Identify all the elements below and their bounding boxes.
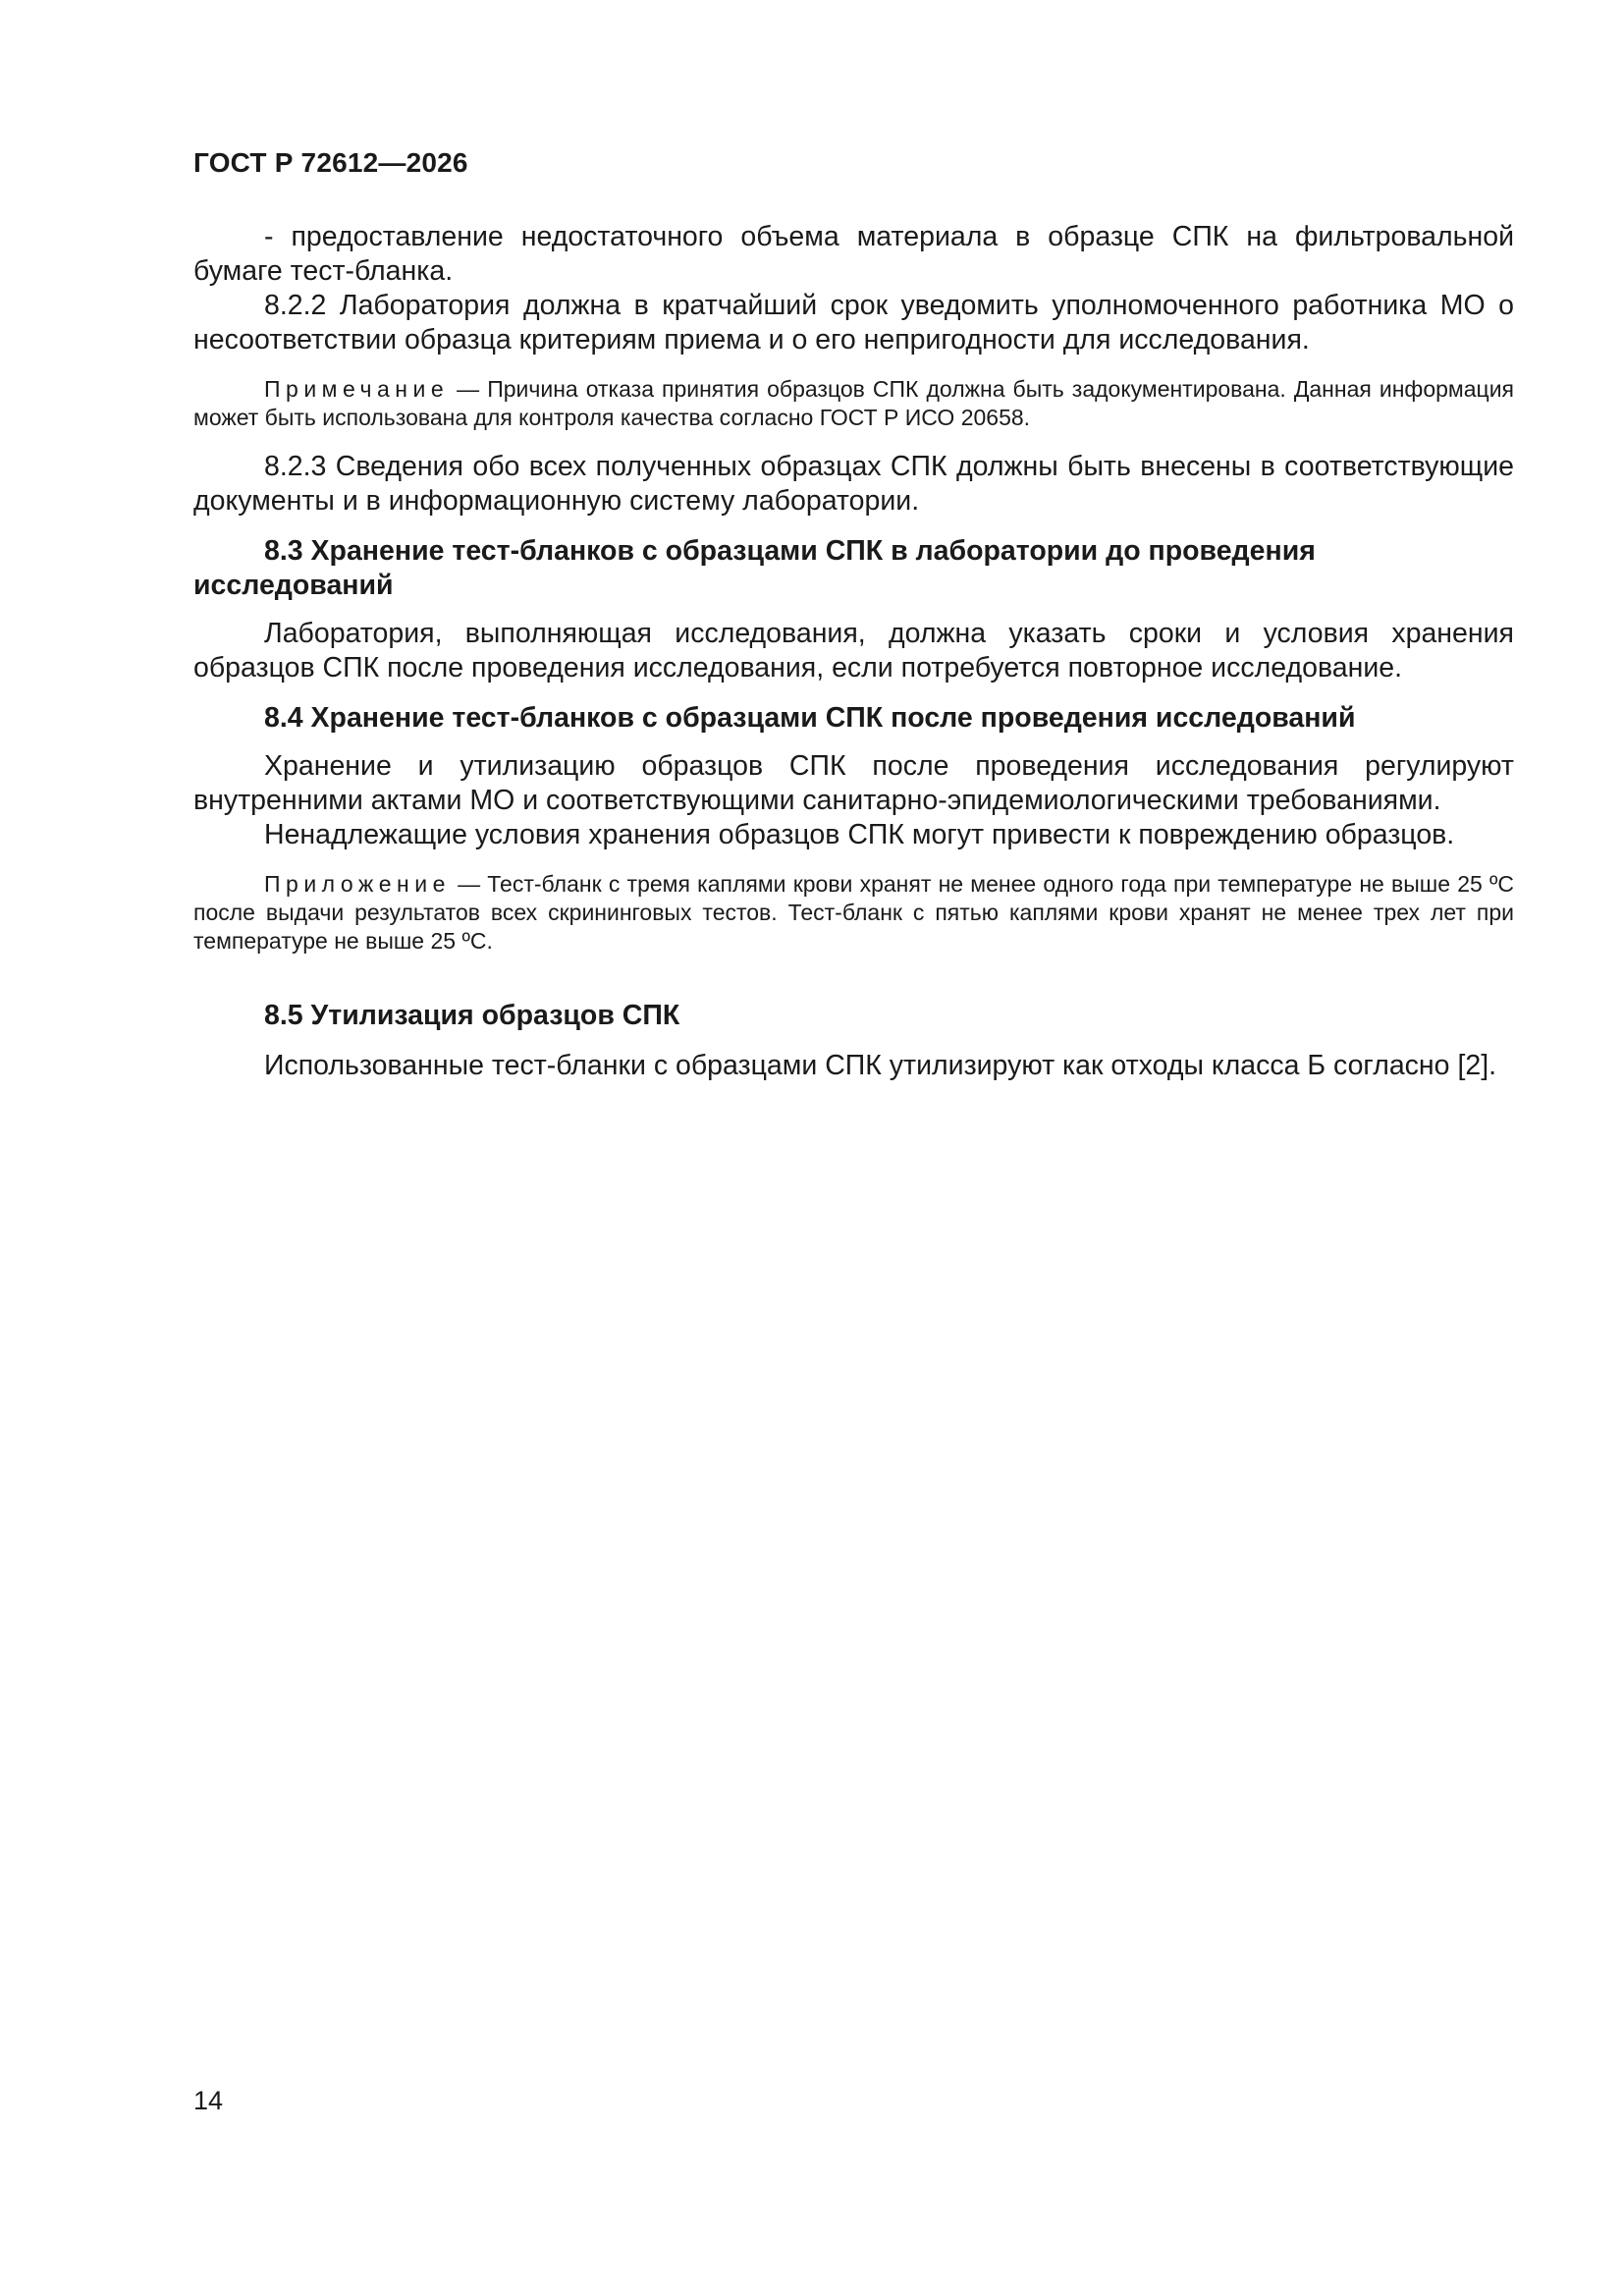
paragraph-8-2-2: 8.2.2 Лаборатория должна в кратчайший срок уведомить уполномоченного работника МО о несоответствии образца критериям приема и о его непригодности для исследования.: [193, 290, 1514, 355]
section-heading-8-4: 8.4 Хранение тест-бланков с образцами СПК после проведения исследований: [264, 702, 1356, 734]
note-label: Приложение: [264, 871, 451, 897]
page-number: 14: [193, 2086, 224, 2115]
document-body: [193, 220, 1514, 1083]
section-heading-8-3: 8.3 Хранение тест-бланков с образцами СПК в лаборатории до проведения исследований: [193, 535, 1316, 601]
paragraph-8-2-3: 8.2.3 Сведения обо всех полученных образцах СПК должны быть внесены в соответствующие документы и в информационную систему лаборатории.: [193, 451, 1514, 517]
note-prilozhenie: [193, 870, 1514, 956]
note-label: Примечание: [264, 376, 450, 402]
paragraph-list-item: - предоставление недостаточного объема материала в образце СПК на фильтровальной бумаге тест-бланка.: [193, 221, 1514, 287]
section-heading-8-5: 8.5 Утилизация образцов СПК: [264, 1000, 680, 1031]
note-text: — Тест-бланк с тремя каплями крови хранят не менее одного года при температуре не выше 25 ºС после выдачи результатов всех скрининговых тестов. Тест-бланк с пятью каплями крови хранят не менее трех лет при температуре не выше 25 ºС.: [193, 871, 1514, 954]
paragraph-8-4-body-2: Ненадлежащие условия хранения образцов СПК могут привести к повреждению образцов.: [264, 819, 1455, 850]
document-page: [193, 0, 1514, 2296]
paragraph-8-3-body: Лаборатория, выполняющая исследования, должна указать сроки и условия хранения образцов СПК после проведения исследования, если потребуется повторное исследование.: [193, 618, 1514, 683]
note-text: — Причина отказа принятия образцов СПК должна быть задокументирована. Данная информация может быть использована для контроля качества согласно ГОСТ Р ИСО 20658.: [193, 376, 1514, 430]
note-primechanie: [193, 375, 1514, 432]
paragraph-8-5-body: Использованные тест-бланки с образцами СПК утилизируют как отходы класса Б согласно [2].: [264, 1050, 1497, 1081]
document-header: ГОСТ Р 72612—2026: [193, 147, 468, 178]
paragraph-8-4-body: Хранение и утилизацию образцов СПК после проведения исследования регулируют внутренними актами МО и соответствующими санитарно-эпидемиологическими требованиями.: [193, 750, 1514, 816]
